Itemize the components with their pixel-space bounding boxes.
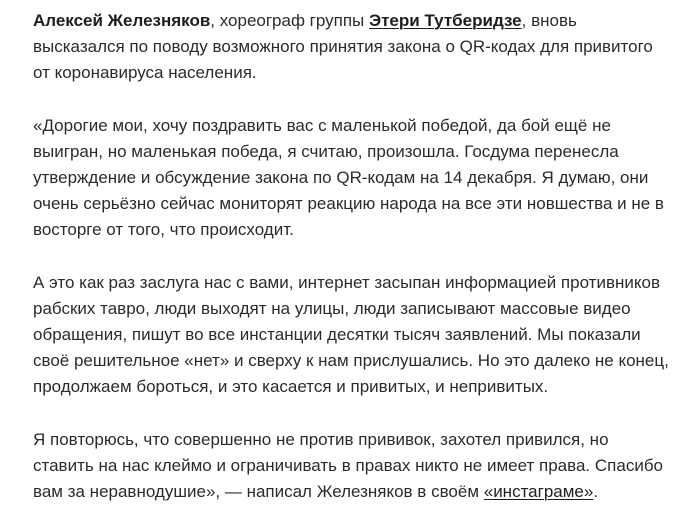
- author-name: Алексей Железняков: [33, 11, 211, 30]
- paragraph-intro: [33, 8, 673, 86]
- article-body: [33, 8, 673, 505]
- instagram-link[interactable]: «инстаграме»: [483, 482, 594, 501]
- paragraph-quote-1: «Дорогие мои, хочу поздравить вас с маленькой победой, да бой ещё не выигран, но маленькая победа, я считаю, произошла. Госдума перенесла утверждение и обсуждение закона по QR-кодам на 14 декабря. Я думаю, они очень серьёзно сейчас мониторят реакцию народа на все эти новшества и не в восторге от того, что происходит.: [33, 116, 664, 239]
- paragraph-quote-3: [33, 427, 673, 505]
- intro-text-b: , вновь высказался по поводу возможного принятия закона о QR-кодах для привитого от коронавируса населения.: [33, 11, 653, 82]
- coach-link[interactable]: Этери Тутберидзе: [369, 11, 522, 30]
- quote-3-text-b: .: [593, 482, 599, 501]
- quote-3-text-a: Я повторюсь, что совершенно не против прививок, захотел привился, но ставить на нас клеймо и ограничивать в правах никто не имеет права. Спасибо вам за неравнодушие», — написал Железняков в своём: [33, 430, 664, 501]
- intro-text-a: , хореограф группы: [210, 11, 369, 30]
- paragraph-quote-2: А это как раз заслуга нас с вами, интернет засыпан информацией противников рабских тавро, люди выходят на улицы, люди записывают массовые видео обращения, пишут во все инстанции десятки тысяч заявлений. Мы показали своё решительное «нет» и сверху к нам прислушались. Но это далеко не конец, продолжаем бороться, и это касается и привитых, и непривитых.: [33, 273, 669, 396]
